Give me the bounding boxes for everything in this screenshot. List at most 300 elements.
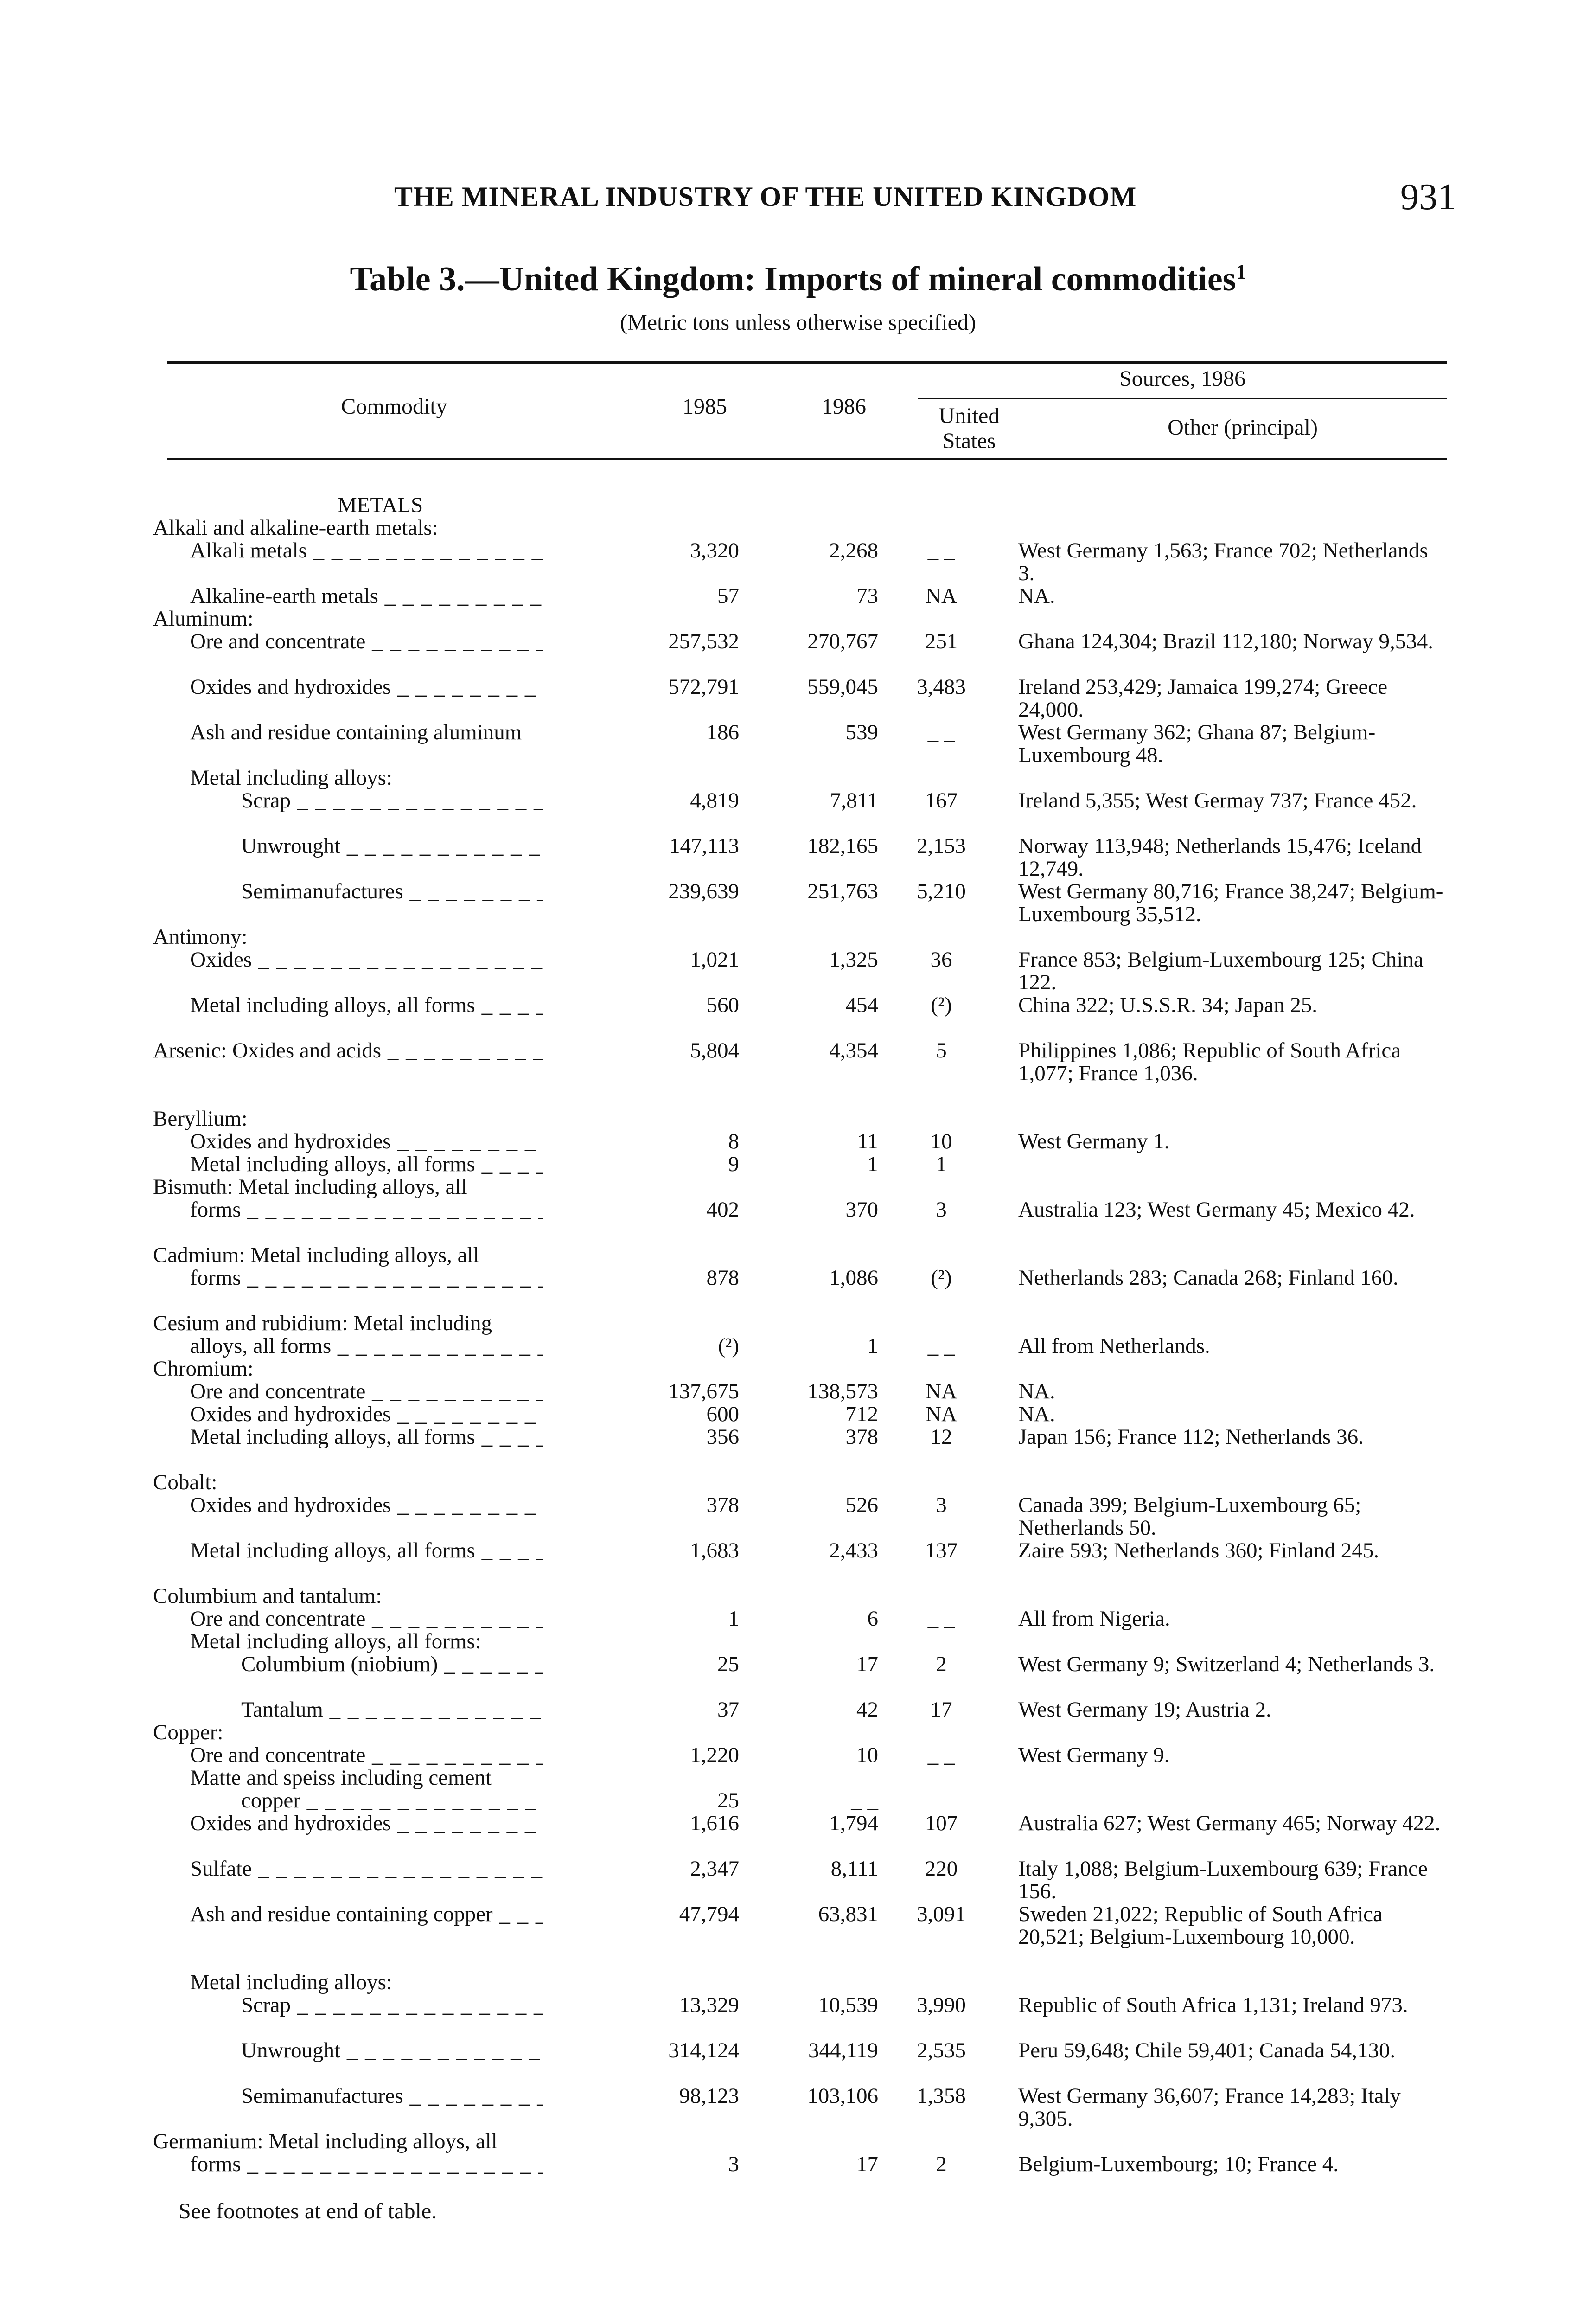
table-row	[153, 1994, 1447, 2039]
table-row	[153, 517, 1447, 539]
value-other-principal: Norway 113,948; Netherlands 15,476; Iceland 12,749.	[1018, 834, 1422, 881]
table-row	[153, 2085, 1447, 2130]
value-other-principal: NA.	[1018, 584, 1055, 608]
commodity-cell	[153, 1198, 607, 1244]
table-row	[153, 1858, 1447, 1903]
table-row	[153, 1721, 1447, 1744]
value-1985: 37	[717, 1698, 739, 1722]
commodity-label: forms _ _ _	[190, 1198, 543, 1221]
value-other-principal: Belgium-Luxembourg; 10; France 4.	[1018, 2152, 1339, 2176]
value-1986: 10	[856, 1743, 878, 1767]
value-1985	[607, 1721, 747, 1744]
table-body	[153, 480, 1447, 2198]
value-1986: 2,268	[829, 538, 878, 563]
value-other-principal: West Germany 1,563; France 702; Netherlands 3.	[1018, 538, 1428, 585]
commodity-label: Ore and concentrate _ _ _	[190, 1380, 543, 1403]
value-1986: 73	[856, 584, 878, 608]
value-united-states: 1,358	[917, 2084, 966, 2108]
value-1985	[607, 608, 747, 630]
commodity-label: forms _ _ _	[190, 2153, 543, 2176]
value-united-states: 137	[925, 1538, 958, 1563]
value-other-principal: Philippines 1,086; Republic of South Africa 1,077; France 1,036.	[1018, 1038, 1401, 1085]
value-1985: 13,329	[679, 1993, 739, 2017]
value-united-states: _ _	[927, 538, 955, 563]
value-other-principal: All from Netherlands.	[1018, 1334, 1210, 1358]
commodity-label: Scrap _ _ _	[241, 1994, 543, 2017]
table-row	[153, 2153, 1447, 2198]
commodity-cell	[153, 630, 607, 676]
value-united-states	[886, 1471, 997, 1494]
commodity-cell	[153, 880, 607, 926]
commodity-label: Aluminum:	[153, 607, 254, 631]
commodity-cell	[153, 1539, 607, 1585]
value-other-principal	[997, 1471, 1447, 1494]
commodity-label: Metal including alloys, all forms _ _ _	[190, 1539, 543, 1562]
value-other-principal: West Germany 9.	[1018, 1743, 1170, 1767]
value-united-states: 220	[925, 1857, 958, 1881]
value-other-principal: Ireland 253,429; Jamaica 199,274; Greece 24,000.	[1018, 675, 1388, 722]
value-1985: 314,124	[668, 2038, 739, 2063]
value-united-states	[886, 1108, 997, 1130]
value-other-principal: West Germany 36,607; France 14,283; Italy 9,305.	[1018, 2084, 1401, 2131]
value-other-principal	[997, 1767, 1447, 1789]
value-1985: 9	[728, 1152, 739, 1176]
table-row	[153, 1153, 1447, 1176]
value-united-states: 12	[930, 1425, 952, 1449]
table-row	[153, 1198, 1447, 1244]
value-other-principal: West Germany 19; Austria 2.	[1018, 1698, 1271, 1722]
commodity-label: Unwrought _ _ _	[241, 835, 543, 858]
commodity-label: Arsenic: Oxides and acids _ _ _	[153, 1039, 543, 1062]
table-row	[153, 1130, 1447, 1153]
table-row	[153, 1335, 1447, 1358]
value-1985	[607, 1176, 747, 1198]
value-1985: 1,021	[690, 948, 739, 972]
value-1985: 1,616	[690, 1811, 739, 1835]
value-1986: 11	[857, 1129, 878, 1153]
table-row	[153, 1403, 1447, 1426]
value-1985: 257,532	[668, 629, 739, 653]
commodity-label: Sulfate _ _ _	[190, 1858, 543, 1880]
value-1985: 3,320	[690, 538, 739, 563]
value-1986: 539	[845, 720, 878, 744]
value-united-states: _ _	[927, 1334, 955, 1358]
value-1985: 378	[706, 1493, 739, 1517]
commodity-cell	[153, 767, 607, 789]
value-united-states: 3,483	[917, 675, 966, 699]
commodity-label: Chromium:	[153, 1357, 254, 1381]
value-1985: 57	[717, 584, 739, 608]
running-title: THE MINERAL INDUSTRY OF THE UNITED KINGDOM	[394, 181, 1137, 212]
commodity-label: Cadmium: Metal including alloys, all	[153, 1243, 479, 1267]
commodity-cell	[153, 1176, 607, 1198]
value-1986: 1,086	[829, 1266, 878, 1290]
commodity-label: Alkali metals _ _ _	[190, 539, 543, 562]
value-1985: 878	[706, 1266, 739, 1290]
table-top-rule	[167, 361, 1447, 364]
value-1985: 600	[706, 1402, 739, 1426]
table-row	[153, 585, 1447, 608]
table-row	[153, 1698, 1447, 1721]
commodity-cell	[153, 994, 607, 1039]
commodity-label: Germanium: Metal including alloys, all	[153, 2129, 498, 2153]
commodity-cell	[153, 1721, 607, 1744]
value-other-principal: West Germany 80,716; France 38,247; Belgium-Luxembourg 35,512.	[1018, 879, 1443, 926]
value-1986: 270,767	[807, 629, 878, 653]
commodity-cell	[153, 1789, 607, 1812]
value-1986: 1,325	[829, 948, 878, 972]
value-united-states	[886, 1312, 997, 1335]
table-row	[153, 1971, 1447, 1994]
value-1985	[607, 926, 747, 948]
commodity-label: Copper:	[153, 1720, 223, 1744]
commodity-label: Oxides and hydroxides _ _ _	[190, 1403, 543, 1426]
value-1986	[747, 767, 886, 789]
commodity-label: Beryllium:	[153, 1107, 248, 1131]
sources-rule	[918, 398, 1447, 399]
value-united-states: 2,153	[917, 834, 966, 858]
table-row	[153, 880, 1447, 926]
commodity-cell	[153, 1585, 607, 1608]
table-title-text: Table 3.—United Kingdom: Imports of mineral commodities	[350, 260, 1236, 298]
value-1986	[747, 1721, 886, 1744]
value-other-principal: Netherlands 283; Canada 268; Finland 160.	[1018, 1266, 1398, 1290]
value-1986	[747, 1358, 886, 1380]
value-other-principal: Zaire 593; Netherlands 360; Finland 245.	[1018, 1538, 1379, 1563]
commodity-cell	[153, 1312, 607, 1335]
value-1986: 10,539	[818, 1993, 878, 2017]
commodity-label: Oxides and hydroxides _ _ _	[190, 676, 543, 698]
value-other-principal	[997, 517, 1447, 539]
table-title-footnote-marker: 1	[1236, 260, 1246, 283]
value-united-states: _ _	[927, 720, 955, 744]
value-1985	[607, 1971, 747, 1994]
commodity-cell	[153, 517, 607, 539]
commodity-cell	[153, 2130, 607, 2153]
value-1986: 2,433	[829, 1538, 878, 1563]
table-row	[153, 1471, 1447, 1494]
commodity-cell	[153, 1903, 607, 1971]
value-1985	[607, 1471, 747, 1494]
value-united-states: 107	[925, 1811, 958, 1835]
value-other-principal	[997, 608, 1447, 630]
commodity-cell	[153, 1358, 607, 1380]
value-united-states: 36	[930, 948, 952, 972]
value-united-states: 17	[930, 1698, 952, 1722]
value-united-states	[886, 1789, 997, 1812]
value-other-principal: France 853; Belgium-Luxembourg 125; China 122.	[1018, 948, 1424, 994]
commodity-label: Oxides and hydroxides _ _ _	[190, 1812, 543, 1835]
value-1985	[607, 767, 747, 789]
table-row	[153, 1358, 1447, 1380]
commodity-cell	[153, 1130, 607, 1153]
value-1986: 6	[867, 1607, 878, 1631]
value-1986: 251,763	[807, 879, 878, 903]
value-other-principal: Japan 156; France 112; Netherlands 36.	[1018, 1425, 1364, 1449]
value-1986	[747, 1108, 886, 1130]
col-header-1986: 1986	[822, 394, 866, 419]
value-other-principal	[997, 1153, 1447, 1176]
commodity-cell	[153, 1494, 607, 1539]
value-united-states: 5	[936, 1038, 947, 1063]
value-1986: _ _	[851, 1788, 878, 1813]
value-united-states	[886, 1244, 997, 1267]
value-united-states: _ _	[927, 1607, 955, 1631]
value-united-states: 10	[930, 1129, 952, 1153]
value-other-principal: Peru 59,648; Chile 59,401; Canada 54,130.	[1018, 2038, 1396, 2063]
table-row	[153, 1426, 1447, 1471]
header-bottom-rule	[167, 458, 1447, 460]
commodity-label: Scrap _ _ _	[241, 789, 543, 812]
section-heading-row	[153, 480, 1447, 517]
value-1985: 186	[706, 720, 739, 744]
commodity-cell	[153, 789, 607, 835]
table-row	[153, 1108, 1447, 1130]
value-1985: 572,791	[668, 675, 739, 699]
value-1985	[607, 1358, 747, 1380]
commodity-cell	[153, 1335, 607, 1358]
commodity-label: Ore and concentrate _ _ _	[190, 1608, 543, 1630]
value-other-principal	[997, 926, 1447, 948]
commodity-cell	[153, 1108, 607, 1130]
table-subtitle: (Metric tons unless otherwise specified)	[620, 310, 976, 335]
commodity-label: Ash and residue containing copper _ _ _	[190, 1903, 543, 1926]
value-1985	[607, 1630, 747, 1653]
commodity-label: forms _ _ _	[190, 1267, 543, 1289]
table-row	[153, 2130, 1447, 2153]
value-1986	[747, 1244, 886, 1267]
commodity-label: Metal including alloys, all forms:	[190, 1629, 481, 1653]
value-1986: 138,573	[807, 1379, 878, 1403]
table-row	[153, 539, 1447, 585]
commodity-label: Unwrought _ _ _	[241, 2039, 543, 2062]
col-header-commodity: Commodity	[341, 394, 447, 419]
value-other-principal: China 322; U.S.S.R. 34; Japan 25.	[1018, 993, 1317, 1017]
table-row	[153, 1903, 1447, 1971]
table-row	[153, 1267, 1447, 1312]
value-1986: 17	[856, 2152, 878, 2176]
commodity-cell	[153, 585, 607, 608]
value-other-principal: Australia 123; West Germany 45; Mexico 42.	[1018, 1198, 1415, 1222]
commodity-cell	[153, 1812, 607, 1858]
table-row	[153, 1380, 1447, 1403]
value-other-principal	[997, 480, 1447, 517]
value-united-states: 1	[936, 1152, 947, 1176]
value-other-principal: West Germany 362; Ghana 87; Belgium-Luxembourg 48.	[1018, 720, 1376, 767]
value-united-states: (²)	[931, 993, 952, 1017]
value-other-principal	[997, 1358, 1447, 1380]
value-1986: 1	[867, 1334, 878, 1358]
table-row	[153, 1630, 1447, 1653]
table-row	[153, 1039, 1447, 1108]
value-1986: 1,794	[829, 1811, 878, 1835]
table-row	[153, 948, 1447, 994]
value-1986: 526	[845, 1493, 878, 1517]
value-united-states	[886, 1630, 997, 1653]
value-other-principal	[997, 767, 1447, 789]
value-united-states	[886, 767, 997, 789]
table-row	[153, 767, 1447, 789]
commodity-label: alloys, all forms _ _ _	[190, 1335, 543, 1358]
value-united-states: NA	[926, 584, 957, 608]
value-other-principal	[997, 1971, 1447, 1994]
value-united-states	[886, 2130, 997, 2153]
value-1986: 4,354	[829, 1038, 878, 1063]
value-other-principal	[997, 1585, 1447, 1608]
commodity-label: Oxides _ _ _	[190, 948, 543, 971]
value-1986	[747, 926, 886, 948]
value-united-states	[886, 1971, 997, 1994]
value-1986: 17	[856, 1652, 878, 1676]
table-row	[153, 630, 1447, 676]
commodity-label: Ore and concentrate _ _ _	[190, 630, 543, 653]
value-1986	[747, 1471, 886, 1494]
running-header	[158, 177, 1456, 223]
value-united-states: 3,091	[917, 1902, 966, 1926]
value-united-states	[886, 480, 997, 517]
commodity-label: Metal including alloys:	[190, 766, 392, 790]
value-united-states	[886, 1721, 997, 1744]
table-row	[153, 1812, 1447, 1858]
commodity-cell	[153, 835, 607, 880]
table-row	[153, 1653, 1447, 1698]
value-other-principal: Republic of South Africa 1,131; Ireland 973.	[1018, 1993, 1408, 2017]
value-1986	[747, 608, 886, 630]
commodity-cell	[153, 926, 607, 948]
value-other-principal	[997, 1312, 1447, 1335]
table-row	[153, 608, 1447, 630]
commodity-cell	[153, 1630, 607, 1653]
value-united-states: _ _	[927, 1743, 955, 1767]
value-other-principal	[997, 1721, 1447, 1744]
commodity-cell	[153, 676, 607, 721]
value-1986: 8,111	[830, 1857, 878, 1881]
value-1985: 5,804	[690, 1038, 739, 1063]
value-1985: 25	[717, 1652, 739, 1676]
commodity-cell	[153, 1767, 607, 1789]
value-other-principal: Italy 1,088; Belgium-Luxembourg 639; France 156.	[1018, 1857, 1428, 1903]
value-1985: 239,639	[668, 879, 739, 903]
value-united-states	[886, 1176, 997, 1198]
value-1986	[747, 1630, 886, 1653]
value-united-states	[886, 1767, 997, 1789]
commodity-cell	[153, 1403, 607, 1426]
value-united-states	[886, 926, 997, 948]
commodity-label: Cesium and rubidium: Metal including	[153, 1311, 492, 1335]
value-other-principal	[997, 1244, 1447, 1267]
commodity-label: Cobalt:	[153, 1470, 217, 1494]
value-united-states	[886, 608, 997, 630]
value-united-states: 3	[936, 1493, 947, 1517]
value-other-principal: NA.	[1018, 1402, 1055, 1426]
value-other-principal: Ghana 124,304; Brazil 112,180; Norway 9,534.	[1018, 629, 1434, 653]
value-united-states: NA	[926, 1379, 957, 1403]
value-1985	[607, 517, 747, 539]
table-row	[153, 1608, 1447, 1630]
value-1985: 1	[728, 1607, 739, 1631]
value-1985: 8	[728, 1129, 739, 1153]
value-1985: 98,123	[679, 2084, 739, 2108]
commodity-label: Metal including alloys, all forms _ _ _	[190, 1153, 543, 1176]
commodity-label: Semimanufactures _ _ _	[241, 2085, 543, 2108]
value-other-principal	[997, 1108, 1447, 1130]
value-1986: 103,106	[807, 2084, 878, 2108]
value-1985: 1,220	[690, 1743, 739, 1767]
commodity-label: Bismuth: Metal including alloys, all	[153, 1175, 467, 1199]
value-1985	[607, 480, 747, 517]
imports-table	[153, 480, 1447, 2198]
value-1985: 47,794	[679, 1902, 739, 1926]
value-united-states: 3,990	[917, 1993, 966, 2017]
table-row	[153, 676, 1447, 721]
commodity-cell	[153, 608, 607, 630]
value-1986	[747, 1585, 886, 1608]
commodity-label: Tantalum _ _ _	[241, 1698, 543, 1721]
value-1986: 7,811	[830, 788, 878, 813]
value-other-principal: Australia 627; West Germany 465; Norway 422.	[1018, 1811, 1441, 1835]
commodity-cell	[153, 1858, 607, 1903]
table-row	[153, 1744, 1447, 1767]
table-row	[153, 1494, 1447, 1539]
value-other-principal: All from Nigeria.	[1018, 1607, 1170, 1631]
value-united-states: (²)	[931, 1266, 952, 1290]
value-1985: 402	[706, 1198, 739, 1222]
value-1985	[607, 1312, 747, 1335]
value-1985: 3	[728, 2152, 739, 2176]
value-1985: 1,683	[690, 1538, 739, 1563]
value-1986	[747, 517, 886, 539]
col-header-united-states: United States	[938, 404, 1000, 453]
value-1985: 25	[717, 1788, 739, 1813]
value-1986: 559,045	[807, 675, 878, 699]
value-1986: 344,119	[808, 2038, 878, 2063]
table-row	[153, 1176, 1447, 1198]
table-row	[153, 926, 1447, 948]
commodity-cell	[153, 1267, 607, 1312]
commodity-label: Matte and speiss including cement	[190, 1766, 492, 1790]
commodity-cell	[153, 2153, 607, 2198]
value-1985	[607, 1767, 747, 1789]
value-other-principal: NA.	[1018, 1379, 1055, 1403]
table-row	[153, 1767, 1447, 1789]
value-1985: 356	[706, 1425, 739, 1449]
value-1985: (²)	[718, 1334, 739, 1358]
value-other-principal: Sweden 21,022; Republic of South Africa 20,521; Belgium-Luxembourg 10,000.	[1018, 1902, 1383, 1949]
value-united-states: 2	[936, 2152, 947, 2176]
commodity-cell	[153, 1039, 607, 1108]
value-1985	[607, 1244, 747, 1267]
col-header-other: Other (principal)	[1168, 415, 1318, 440]
value-united-states: 5,210	[917, 879, 966, 903]
value-1986	[747, 2130, 886, 2153]
value-1986: 712	[845, 1402, 878, 1426]
commodity-cell	[153, 1653, 607, 1698]
commodity-cell	[153, 1426, 607, 1471]
commodity-label: Alkaline-earth metals _ _ _	[190, 585, 543, 608]
value-1986: 42	[856, 1698, 878, 1722]
value-united-states	[886, 1585, 997, 1608]
commodity-label: Ore and concentrate _ _ _	[190, 1744, 543, 1767]
commodity-cell	[153, 1994, 607, 2039]
table-title	[0, 260, 1596, 299]
commodity-cell	[153, 480, 607, 517]
value-1986: 454	[845, 993, 878, 1017]
value-other-principal: Canada 399; Belgium-Luxembourg 65; Netherlands 50.	[1018, 1493, 1361, 1540]
value-united-states: 251	[925, 629, 958, 653]
commodity-cell	[153, 1608, 607, 1630]
table-row	[153, 789, 1447, 835]
value-1985: 2,347	[690, 1857, 739, 1881]
